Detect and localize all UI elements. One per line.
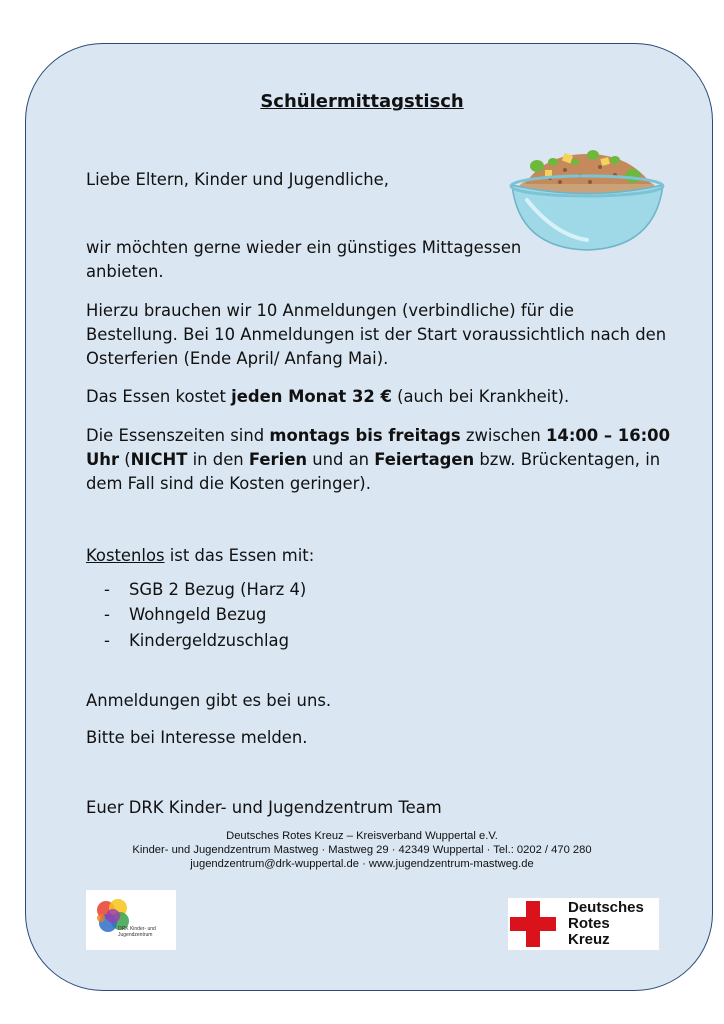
footer-contact[interactable]: jugendzentrum@drk-wuppertal.de · www.jugendzentrum-mastweg.de	[190, 858, 534, 870]
signature: Euer DRK Kinder- und Jugendzentrum Team	[86, 798, 442, 817]
intro-line-2: anbieten.	[86, 262, 164, 281]
drk-youth-center-logo	[86, 890, 176, 950]
food-bowl-icon	[505, 140, 670, 255]
footer-address: Kinder- und Jugendzentrum Mastweg · Mastweg 29 · 42349 Wuppertal · Tel.: 0202 / 470 280	[132, 844, 592, 856]
drk-logo	[508, 898, 659, 950]
red-cross-icon	[526, 901, 540, 947]
page-title: Schülermittagstisch	[260, 91, 464, 112]
register-line: Anmeldungen gibt es bei uns.	[86, 691, 332, 710]
price-line: Das Essen kostet jeden Monat 32 € (auch bei Krankheit).	[86, 387, 570, 406]
paragraph-line: Hierzu brauchen wir 10 Anmeldungen (verbindliche) für die	[86, 301, 575, 320]
times-line-1: Die Essenszeiten sind montags bis freitags zwischen 14:00 – 16:00	[86, 426, 670, 445]
free-heading: Kostenlos ist das Essen mit:	[86, 546, 315, 565]
footer-org: Deutsches Rotes Kreuz – Kreisverband Wuppertal e.V.	[226, 830, 498, 842]
intro-line-1: wir möchten gerne wieder ein günstiges Mittagessen	[86, 238, 522, 257]
logo-text: DRK Kinder- und Jugendzentrum	[118, 926, 156, 938]
interest-line: Bitte bei Interesse melden.	[86, 728, 308, 747]
times-line-3: dem Fall sind die Kosten geringer).	[86, 474, 371, 493]
paragraph-line: Bestellung. Bei 10 Anmeldungen ist der Start voraussichtlich nach den	[86, 325, 667, 344]
times-line-2: Uhr (NICHT in den Ferien und an Feiertagen bzw. Brückentagen, in	[86, 450, 661, 469]
greeting: Liebe Eltern, Kinder und Jugendliche,	[86, 170, 389, 189]
logo-wordmark: Deutsches Rotes Kreuz	[568, 899, 644, 948]
paragraph-line: Osterferien (Ende April/ Anfang Mai).	[86, 349, 389, 368]
